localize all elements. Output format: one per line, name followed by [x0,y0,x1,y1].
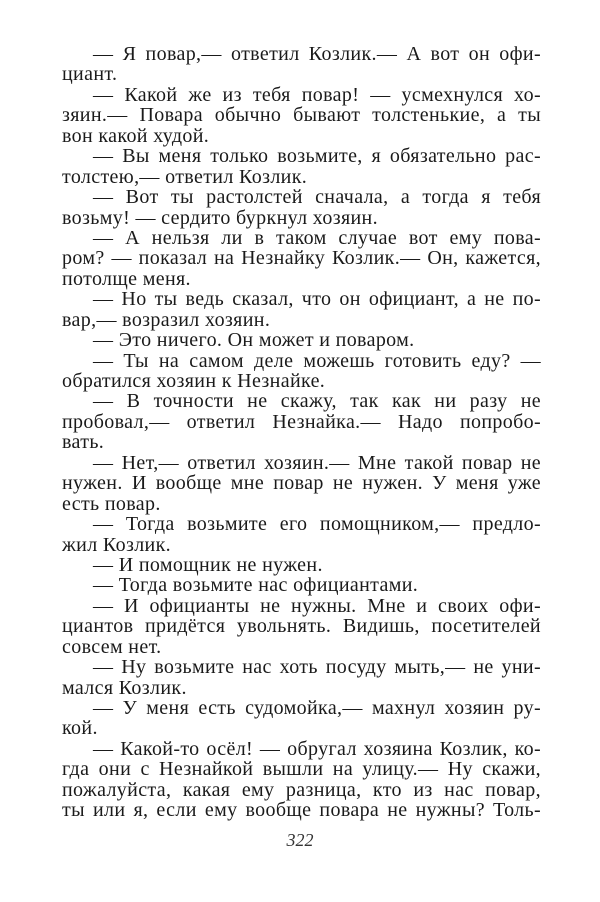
text-line: вон какой худой. [62,124,210,147]
text-line: — Тогда возьмите его помощником,— предло- [93,513,541,536]
text-line: — Вот ты растолстей сначала, а тогда я тебя [93,186,541,209]
text-line: зяин.— Повара обычно бывают толстенькие, а ты [62,104,541,127]
text-line: — Но ты ведь сказал, что он официант, а не по- [93,288,541,311]
text-line: циантов придётся увольнять. Видишь, посетителей [62,615,541,638]
text-line: пожалуйста, какая ему разница, кто из нас повар, [62,778,541,801]
text-line: вар,— возразил хозяин. [62,308,271,331]
text-line: мался Козлик. [62,676,187,699]
text-line: нужен. И вообще мне повар не нужен. У меня уже [62,472,541,495]
text-line: — Ну возьмите нас хоть посуду мыть,— не уни- [93,656,541,679]
text-line: — Нет,— ответил хозяин.— Мне такой повар не [93,451,541,474]
text-line: — И помощник не нужен. [93,553,323,576]
text-line: толстею,— ответил Козлик. [62,165,308,188]
text-line: — А нельзя ли в таком случае вот ему пова- [93,226,541,249]
text-line: обратился хозяин к Незнайке. [62,370,326,392]
text-line: — В точности не скажу, так как ни разу не [93,390,541,413]
text-line: — Какой же из тебя повар! — усмехнулся хо- [93,83,541,106]
text-line: — Какой-то осёл! — обругал хозяина Козлик, ко- [93,737,541,760]
text-line: ты или я, если ему вообще повара не нужны? Толь- [62,799,541,822]
text-line: циант. [62,63,118,86]
text-line: — Тогда возьмите нас официантами. [93,574,419,597]
text-line: — Я повар,— ответил Козлик.— А вот он офи- [93,43,541,65]
text-line: — И официанты не нужны. Мне и своих офи- [93,594,541,617]
text-line: — У меня есть судомойка,— махнул хозяин ру- [93,697,541,719]
text-line: — Это ничего. Он может и поваром. [93,329,415,352]
text-line: кой. [62,717,98,740]
text-line: совсем нет. [62,635,162,658]
page-body-text [62,44,541,821]
page-number: 322 [286,830,314,850]
text-line: — Вы меня только возьмите, я обязательно рас- [93,145,541,168]
text-line: вать. [62,431,105,454]
text-line: пробовал,— ответил Незнайка.— Надо попробо- [62,410,541,433]
text-line: возьму! — сердито буркнул хозяин. [62,206,378,229]
text-line: потолще меня. [62,267,191,290]
text-line: ром? — показал на Незнайку Козлик.— Он, кажется, [62,247,541,270]
text-line: есть повар. [62,492,161,515]
text-line: гда они с Незнайкой вышли на улицу.— Ну скажи, [62,758,541,781]
text-line: — Ты на самом деле можешь готовить еду? — [93,349,541,372]
text-line: жил Козлик. [62,533,171,556]
